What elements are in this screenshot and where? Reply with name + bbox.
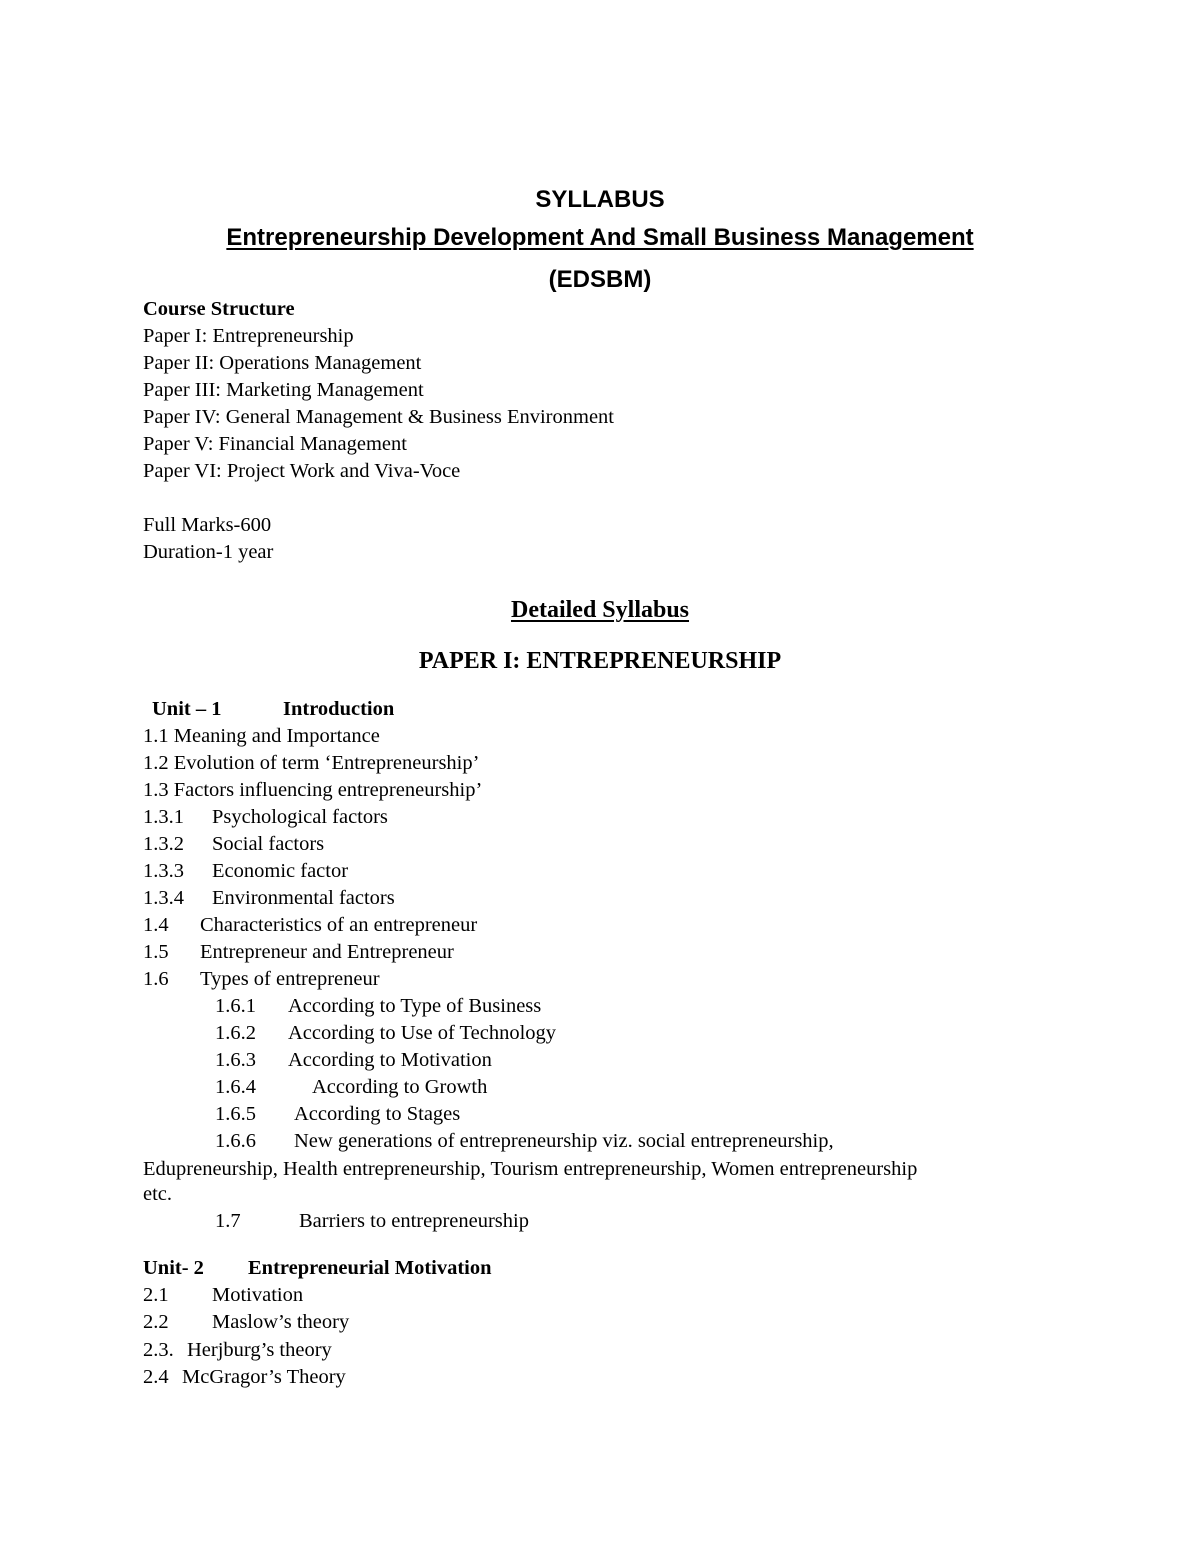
detailed-syllabus-heading: Detailed Syllabus xyxy=(510,597,690,623)
paper-list-item: Paper I: Entrepreneurship xyxy=(143,325,354,347)
list-item: 1.6 Types of entrepreneur xyxy=(143,968,380,990)
course-name: Entrepreneurship Development And Small Business Management xyxy=(226,224,974,251)
paper-title: PAPER I: ENTREPRENEURSHIP xyxy=(418,648,782,674)
duration: Duration-1 year xyxy=(143,541,274,563)
paper-list-item: Paper V: Financial Management xyxy=(143,433,407,455)
list-item: 1.6.2 According to Use of Technology xyxy=(215,1022,557,1044)
list-item: 1.3.3 Economic factor xyxy=(143,860,349,882)
paper-list-item: Paper IV: General Management & Business Environment xyxy=(143,406,614,428)
list-item: 2.3. Herjburg’s theory xyxy=(143,1339,332,1361)
list-item: 2.2 Maslow’s theory xyxy=(143,1311,350,1333)
list-item: 1.3.4 Environmental factors xyxy=(143,887,395,909)
full-marks: Full Marks-600 xyxy=(143,514,272,536)
list-item: 1.5 Entrepreneur and Entrepreneur xyxy=(143,941,454,963)
unit-1-heading xyxy=(152,696,395,722)
course-abbreviation: (EDSBM) xyxy=(548,266,652,293)
unit-2-heading xyxy=(143,1255,492,1281)
wrapped-text: etc. xyxy=(143,1183,173,1205)
paper-list-item: Paper VI: Project Work and Viva-Voce xyxy=(143,460,461,482)
list-item: 1.3.1 Psychological factors xyxy=(143,806,388,828)
list-item: 1.7 Barriers to entrepreneurship xyxy=(215,1210,529,1232)
list-item: 1.1 Meaning and Importance xyxy=(143,725,380,747)
list-item: 1.6.4 According to Growth xyxy=(215,1076,488,1098)
wrapped-text: Edupreneurship, Health entrepreneurship, Tourism entrepreneurship, Women entrepreneurship xyxy=(143,1158,918,1180)
unit-1-title: Introduction xyxy=(283,698,395,720)
list-item: 1.6.5 According to Stages xyxy=(215,1103,461,1125)
syllabus-title: SYLLABUS xyxy=(535,186,665,213)
paper-list-item: Paper III: Marketing Management xyxy=(143,379,424,401)
unit-2-label: Unit- 2 xyxy=(143,1257,204,1279)
list-item: 2.1 Motivation xyxy=(143,1284,304,1306)
unit-1-label: Unit – 1 xyxy=(152,698,222,720)
unit-2-title: Entrepreneurial Motivation xyxy=(248,1257,492,1279)
paper-list-item: Paper II: Operations Management xyxy=(143,352,422,374)
list-item: 2.4 McGragor’s Theory xyxy=(143,1366,346,1388)
list-item: 1.2 Evolution of term ‘Entrepreneurship’ xyxy=(143,752,480,774)
list-item: 1.4 Characteristics of an entrepreneur xyxy=(143,914,478,936)
list-item: 1.6.6 New generations of entrepreneurship viz. social entrepreneurship, xyxy=(215,1130,834,1152)
list-item: 1.3.2 Social factors xyxy=(143,833,325,855)
list-item: 1.3 Factors influencing entrepreneurship’ xyxy=(143,779,483,801)
course-structure-heading: Course Structure xyxy=(143,298,295,320)
list-item: 1.6.3 According to Motivation xyxy=(215,1049,492,1071)
list-item: 1.6.1 According to Type of Business xyxy=(215,995,542,1017)
